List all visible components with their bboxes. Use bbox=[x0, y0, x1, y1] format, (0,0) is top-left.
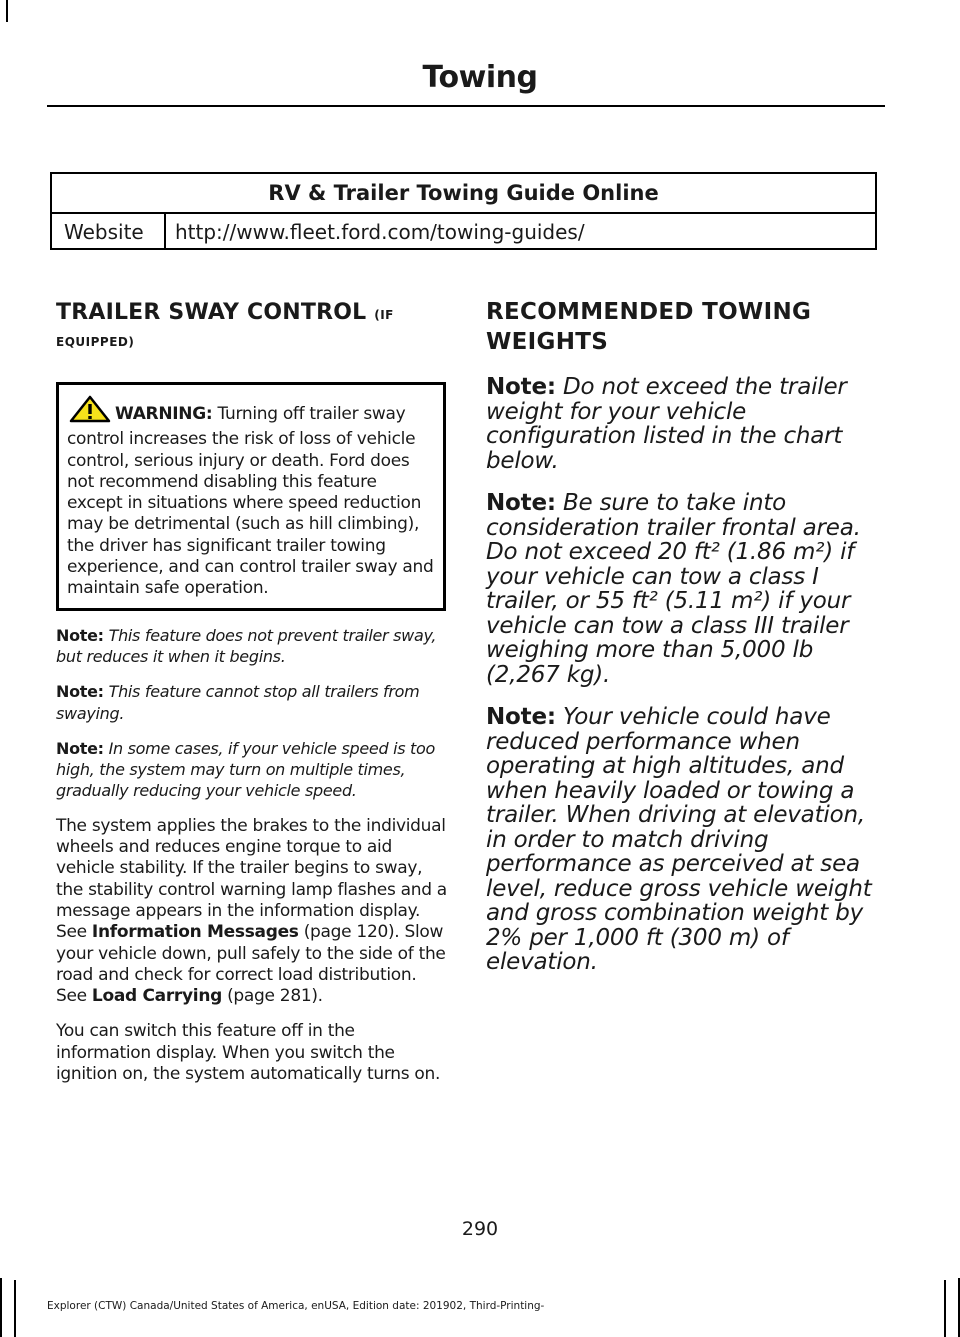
crop-mark bbox=[944, 1280, 946, 1337]
note bbox=[56, 681, 448, 724]
note-label: Note: bbox=[56, 738, 104, 758]
note-text: Be sure to take into consideration trailer frontal area. Do not exceed 20 ft² (1.86 m²) if your vehicle can tow a class I trailer, or 55 ft² (5.11 m²) if your vehicle can tow a class III trailer weighing more than 5,000 lb (2,267 kg). bbox=[486, 490, 861, 688]
body-paragraph bbox=[56, 816, 448, 1008]
note-text: Your vehicle could have reduced performance when operating at high altitudes, and when heavily loaded or towing a trailer. When driving at elevation, in order to match driving performance as perceived at sea level, reduce gross vehicle weight and gross combination weight by 2% per 1,000 ft (300 m) of elevation. bbox=[486, 704, 872, 975]
link-load-carrying[interactable]: Load Carrying bbox=[91, 986, 222, 1007]
heading-main: TRAILER SWAY CONTROL bbox=[56, 300, 367, 325]
note-text: This feature cannot stop all trailers from swaying. bbox=[56, 682, 420, 723]
table-row bbox=[52, 214, 875, 250]
warning-box bbox=[56, 382, 446, 611]
heading-line: RECOMMENDED TOWING bbox=[486, 299, 812, 325]
footer-text: Explorer (CTW) Canada/United States of America, enUSA, Edition date: 201902, Third-Printing- bbox=[47, 1300, 545, 1312]
note bbox=[56, 738, 448, 802]
section-heading-trailer-sway bbox=[56, 300, 448, 349]
crop-mark bbox=[6, 0, 8, 22]
warning-text: Turning off trailer sway control increases the risk of loss of vehicle control, serious injury or death. Ford does not recommend disabling this feature except in situations where speed reduction may be detrimental (such as hill climbing), the driver has significant trailer towing experience, and can control trailer sway and maintain safe operation. bbox=[67, 404, 434, 599]
table-cell-url[interactable]: http://www.fleet.ford.com/towing-guides/ bbox=[175, 220, 585, 244]
body-paragraph: You can switch this feature off in the information display. When you switch the ignition on, the system automatically turns on. bbox=[56, 1021, 441, 1085]
note-label: Note: bbox=[56, 682, 104, 702]
note-text: In some cases, if your vehicle speed is too high, the system may turn on multiple times, gradually reducing your vehicle speed. bbox=[56, 738, 436, 801]
note-text: This feature does not prevent trailer sway, but reduces it when it begins. bbox=[56, 625, 437, 666]
heading-line: WEIGHTS bbox=[486, 329, 609, 355]
heading-sub: (IF bbox=[374, 308, 394, 322]
section-heading-towing-weights bbox=[486, 297, 876, 357]
note-text: Do not exceed the trailer weight for your vehicle configuration listed in the chart below. bbox=[486, 374, 847, 474]
header-rule bbox=[47, 105, 885, 107]
note-label: Note: bbox=[486, 374, 556, 400]
para-text: (page 120). Slow your vehicle down, pull safely to the side of the road and check for correct load distribution. See bbox=[56, 922, 446, 1007]
warning-triangle-icon bbox=[69, 395, 111, 429]
crop-mark bbox=[0, 1278, 2, 1337]
note bbox=[486, 375, 876, 473]
note bbox=[486, 491, 876, 687]
para-text: The system applies the brakes to the individual wheels and reduces engine torque to aid vehicle stability. If the trailer begins to sway, the stability control warning lamp flashes and a message appears in the information display. See bbox=[56, 815, 447, 943]
note bbox=[486, 705, 876, 975]
left-column bbox=[56, 300, 448, 1085]
page-number: 290 bbox=[461, 1218, 499, 1240]
note-label: Note: bbox=[486, 490, 556, 516]
table-title: RV & Trailer Towing Guide Online bbox=[52, 174, 875, 214]
warning-label: WARNING: bbox=[115, 404, 213, 424]
note-label: Note: bbox=[486, 704, 556, 730]
right-column bbox=[486, 297, 876, 975]
para-text: (page 281). bbox=[222, 986, 323, 1007]
heading-sub-line2: EQUIPPED) bbox=[56, 335, 135, 349]
crop-mark bbox=[14, 1280, 16, 1337]
towing-guide-table bbox=[50, 172, 877, 250]
link-information-messages[interactable]: Information Messages bbox=[91, 922, 299, 943]
note bbox=[56, 625, 448, 668]
note-label: Note: bbox=[56, 625, 104, 645]
page-header-title: Towing bbox=[422, 60, 538, 95]
table-cell-label: Website bbox=[52, 214, 166, 250]
